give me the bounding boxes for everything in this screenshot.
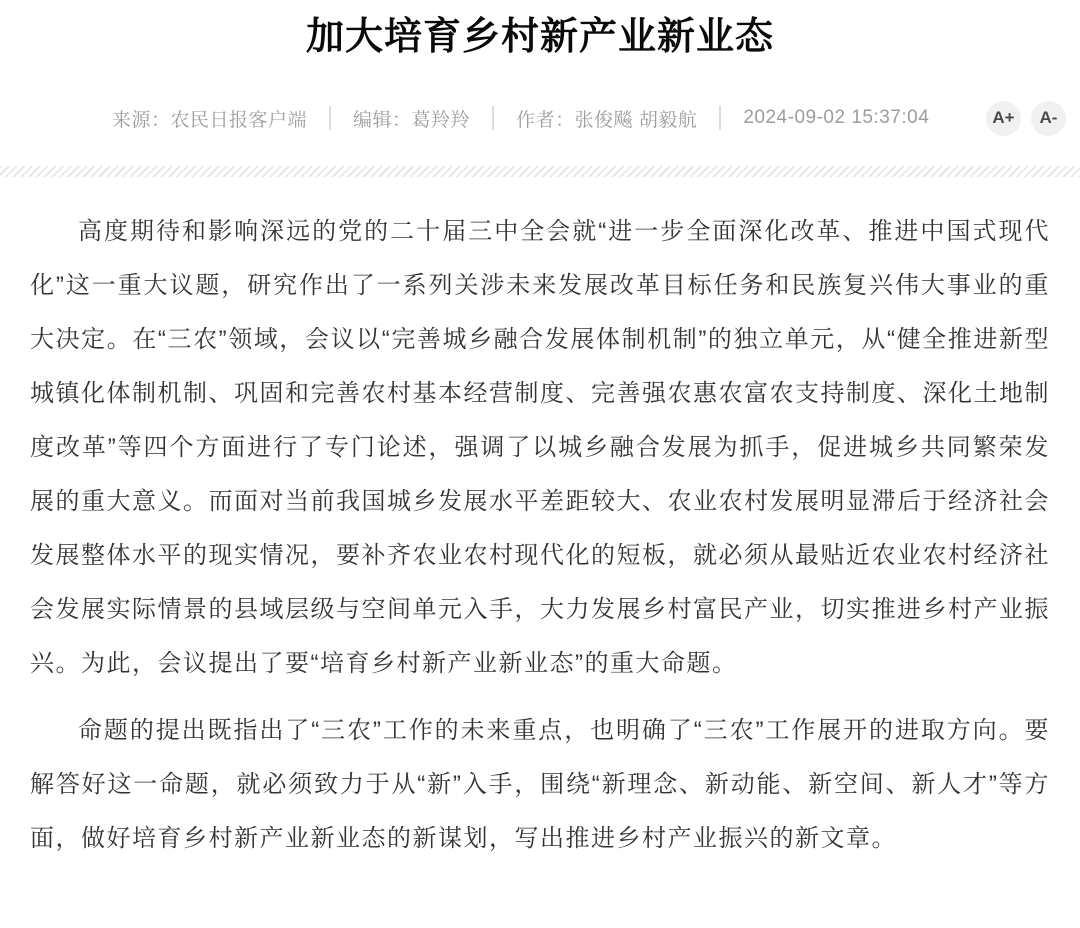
article-paragraph-2: 命题的提出既指出了“三农”工作的未来重点，也明确了“三农”工作展开的进取方向。要解答好这一命题，就必须致力于从“新”入手，围绕“新理念、新动能、新空间、新人才”等方面，做好培育乡村新产业新业态的新谋划，写出推进乡村产业振兴的新文章。 [30, 717, 1050, 852]
meta-separator [329, 106, 331, 130]
article-title: 加大培育乡村新产业新业态 [305, 16, 774, 58]
font-decrease-button[interactable]: A- [1031, 101, 1066, 136]
meta-author [516, 105, 697, 132]
hatched-divider [0, 166, 1080, 177]
article-body [0, 205, 1080, 866]
font-increase-button[interactable]: A+ [986, 101, 1021, 136]
meta-separator [492, 106, 494, 130]
meta-editor-label: 编辑： [353, 109, 412, 131]
meta-source [112, 105, 307, 132]
meta-editor-value: 葛羚羚 [411, 109, 471, 131]
meta-editor [353, 105, 470, 132]
meta-author-value: 张俊飚 胡毅航 [574, 109, 698, 131]
article-paragraph-1: 高度期待和影响深远的党的二十届三中全会就“进一步全面深化改革、推进中国式现代化”这一重大议题，研究作出了一系列关涉未来发展改革目标任务和民族复兴伟大事业的重大决定。在“三农”领域，会议以“完善城乡融合发展体制机制”的独立单元，从“健全推进新型城镇化体制机制、巩固和完善农村基本经营制度、完善强农惠农富农支持制度、深化土地制度改革”等四个方面进行了专门论述，强调了以城乡融合发展为抓手，促进城乡共同繁荣发展的重大意义。而面对当前我国城乡发展水平差距较大、农业农村发展明显滞后于经济社会发展整体水平的现实情况，要补齐农业农村现代化的短板，就必须从最贴近农业农村经济社会发展实际情景的县域层级与空间单元入手，大力发展乡村富民产业，切实推进乡村产业振兴。为此，会议提出了要“培育乡村新产业新业态”的重大命题。 [30, 218, 1050, 677]
font-size-controls [986, 101, 1066, 136]
meta-datetime: 2024-09-02 15:37:04 [743, 107, 930, 128]
meta-source-label: 来源： [112, 109, 171, 131]
meta-author-label: 作者： [516, 109, 575, 131]
meta-separator [719, 106, 721, 130]
article-meta-bar [112, 100, 1066, 136]
meta-source-value: 农民日报客户端 [170, 109, 308, 131]
